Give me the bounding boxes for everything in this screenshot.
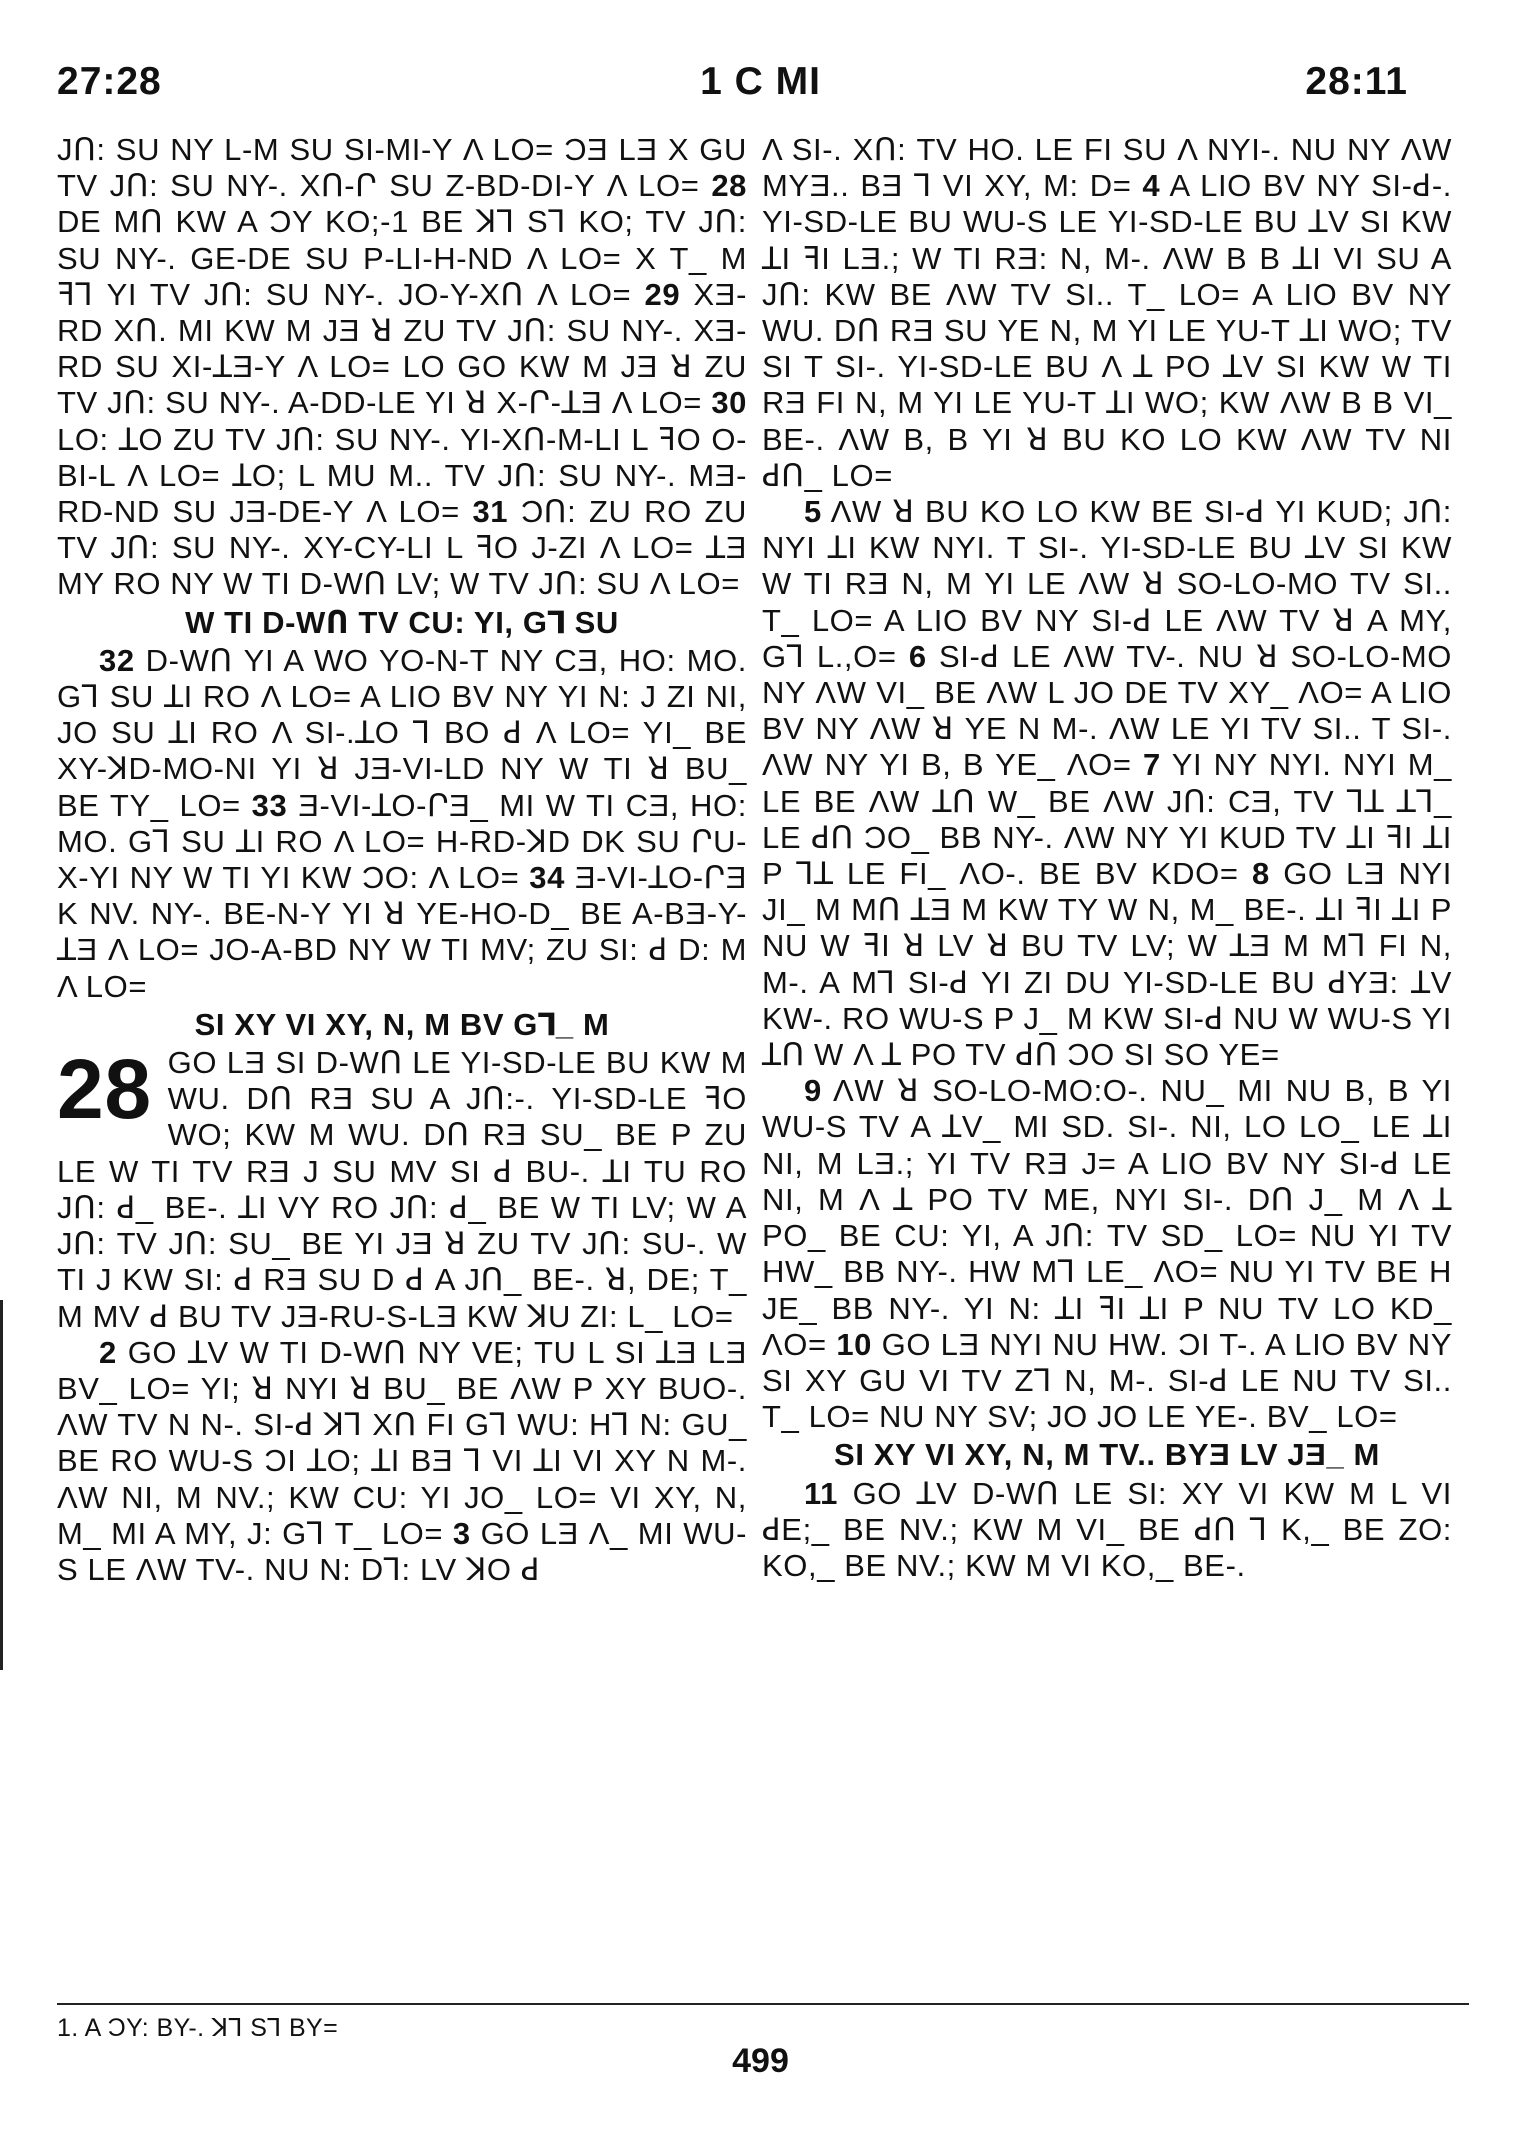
verse-number: 7: [1143, 747, 1161, 783]
left-column: [57, 132, 747, 1588]
verse-number: 11: [804, 1475, 838, 1511]
footnote-divider: [57, 2003, 1469, 2005]
verse-number: 5: [804, 494, 822, 530]
paragraph: [57, 1042, 747, 1335]
verse-text: ΛW ꓤ SO-LO-MO:O-. NU_ MI NU B, B YI WU-S TV A ꓕV_ MI SD. SI-. NI, LO LO_ LE ꓕI NI, M LƎ.; YI TV RƎ J= A LIO BV NY SI-ꓒ LE NI, M Λ ꓕ PO TV ME, NYI SI-. DՈ J_ M Λ ꓕ PO_ BE CU: YI, A JՈ: TV SD_ LO= NU YI TV HW_ BB NY-. HW Mꓶ LE_ ΛO= NU YI TV BE H JE_ BB NY-. YI N: ꓕI ꟻI ꓕI P NU TV LO KD_ ΛO=: [762, 1073, 1452, 1362]
right-column: [762, 132, 1452, 1584]
paragraph: [762, 132, 1452, 494]
verse-number: 33: [251, 787, 288, 823]
verse-text: JՈ: SU NY L-M SU SI-MI-Y Λ LO= ϽƎ LƎ X GU TV JՈ: SU NY-. XՈ-Ր SU Z-BD-DI-Y Λ LO=: [57, 132, 747, 204]
verse-number: 29: [644, 276, 681, 312]
verse-text: LO: ꓕO ZU TV JՈ: SU NY-. YI-XՈ-M-LI L ꟻO O-BI-L Λ LO= ꓕO; L MU M.. TV JՈ: SU NY-. MƎ-RD-ND SU JƎ-DE-Y Λ LO=: [57, 421, 747, 530]
verse-text: GO LƎ NYI NU HW. ϽI T-. A LIO BV NY SI XY GU VI TV Zꓶ N, M-. SI-ꓒ LE NU TV SI.. T_ LO= NU NY SV; JO JO LE YE-. BV_ LO=: [762, 1326, 1453, 1435]
verse-text: Λ SI-. XՈ: TV HO. LE FI SU Λ NYI-. NU NY ΛW MYƎ.. BƎ ꓶ VI XY, M: D=: [762, 132, 1452, 204]
verse-text: ϽՈ: ZU RO ZU TV JՈ: SU NY-. XY-CY-LI L ꟻO J-ZI Λ LO= ꓕƎ MY RO NY W TI D-WՈ LV; W TV JՈ: SU Λ LO=: [57, 494, 748, 602]
verse-number: 31: [472, 494, 509, 530]
verse-number: 3: [452, 1515, 471, 1551]
verse-number: 28: [711, 168, 747, 204]
header-left-reference: 27:28: [57, 60, 162, 103]
paragraph: [57, 132, 747, 603]
verse-text: XƎ-RD XՈ. MI KW M JƎ ꓤ ZU TV JՈ: SU NY-. XƎ-RD SU XI-ꓕƎ-Y Λ LO= LO GO KW M JƎ ꓤ ZU TV JՈ: SU NY-. A-DD-LE YI ꓤ X-Ր-ꓕƎ Λ LO=: [57, 276, 748, 421]
verse-text: GO LƎ SI D-WՈ LE YI-SD-LE BU KW M WU. DՈ RƎ SU A JՈ:-. YI-SD-LE ꟻO WO; KW M WU. DՈ RƎ SU_ BE P ZU LE W TI TV RƎ J SU MV SI ꓒ BU-. ꓕI TU RO JՈ: ꓒ_ BE-. ꓕI VY RO JՈ: ꓒ_ BE W TI LV; W A JՈ: TV JՈ: SU_ BE YI JƎ ꓤ ZU TV JՈ: SU-. W TI J KW SI: ꓒ RƎ SU D ꓒ A JՈ_ BE-. ꓤ, DE; T_ M MV ꓒ BU TV JƎ-RU-S-LƎ KW ꓘU ZI: L_ LO=: [57, 1045, 747, 1334]
margin-bar: [0, 1300, 3, 1670]
section-heading: SI XY VI XY, N, M TV.. BYƎ LV JƎ_ M: [834, 1437, 1380, 1473]
verse-number: 32: [99, 642, 135, 678]
header-book-title: 1 C MI: [700, 60, 821, 103]
footnote: 1. A ϽY: BY-. ꓘꓶ Sꓶ BY=: [57, 2014, 339, 2042]
verse-number: 34: [529, 860, 565, 896]
paragraph: [762, 1476, 1452, 1585]
verse-text: D-WՈ YI A WO YO-N-T NY CƎ, HO: MO. Gꓶ SU ꓕI RO Λ LO= A LIO BV NY YI N: J ZI NI, JO SU ꓕI RO Λ SI-.ꓕO ꓶ BO ꓒ Λ LO= YI_ BE XY-ꓘD-MO-NI YI ꓤ JƎ-VI-LD NY W TI ꓤ BU_ BE TY_ LO=: [57, 642, 747, 823]
verse-number: 4: [1142, 168, 1161, 204]
verse-text: DE MՈ KW A ϽY KO;-1 BE ꓘꓶ Sꓶ KO; TV JՈ: SU NY-. GE-DE SU P-LI-H-ND Λ LO= X T_ M ꟻꓶ YI TV JՈ: SU NY-. JO-Y-XՈ Λ LO=: [57, 204, 747, 312]
header-right-reference: 28:11: [1305, 60, 1408, 103]
paragraph: [762, 494, 1452, 1073]
verse-text: GO ꓕV D-WՈ LE SI: XY VI KW M L VI ꓒE;_ BE NV.; KW M VI_ BE ꓒՈ ꓶ K,_ BE ZO: KO,_ BE NV.; KW M VI KO,_ BE-.: [762, 1475, 1452, 1583]
paragraph: [57, 1335, 747, 1588]
chapter-number: 28: [57, 1042, 152, 1137]
verse-text: Ǝ-VI-ꓕO-ՐƎ_ MI W TI CƎ, HO: MO. Gꓶ SU ꓕI RO Λ LO= H-RD-ꓘD DK SU ՐU-X-YI NY W TI YI KW ϽO: Λ LO=: [57, 787, 747, 896]
section-heading: W TI D-WՈ TV CU: YI, Gꓶ SU: [185, 604, 619, 640]
verse-number: 30: [711, 385, 748, 421]
verse-text: GO LƎ Λ_ MI WU-S LE ΛW TV-. NU N: Dꓶ: LV ꓘO ꓒ: [57, 1515, 748, 1587]
verse-number: 6: [908, 638, 927, 674]
verse-text: Ǝ-VI-ꓕO-ՐƎ K NV. NY-. BE-N-Y YI ꓤ YE-HO-D_ BE A-BƎ-Y-ꓕƎ Λ LO= JO-A-BD NY W TI MV; ZU SI: ꓒ D: M Λ LO=: [57, 860, 747, 1004]
verse-number: 2: [99, 1334, 117, 1370]
verse-number: 8: [1251, 856, 1270, 892]
verse-text: ΛW ꓤ BU KO LO KW BE SI-ꓒ YI KUD; JՈ: NYI ꓕI KW NYI. T SI-. YI-SD-LE BU ꓕV SI KW W TI RƎ N, M YI LE ΛW ꓤ SO-LO-MO TV SI.. T_ LO= A LIO BV NY SI-ꓒ LE ΛW TV ꓤ A MY, Gꓶ L.,O=: [762, 494, 1452, 674]
verse-text: A LIO BV NY SI-ꓒ-. YI-SD-LE BU WU-S LE YI-SD-LE BU ꓕV SI KW ꓕI ꟻI LƎ.; W TI RƎ: N, M-. ΛW B B ꓕI VI SU A JՈ: KW BE ΛW TV SI.. T_ LO= A LIO BV NY WU. DՈ RƎ SU YE N, M YI LE YU-T ꓕI WO; TV SI T SI-. YI-SD-LE BU Λ ꓕ PO ꓕV SI KW W TI RƎ FI N, M YI LE YU-T ꓕI WO; KW ΛW B B VI_ BE-. ΛW B, B YI ꓤ BU KO LO KW ΛW TV NI ꓒՈ_ LO=: [762, 168, 1452, 493]
paragraph: [762, 1073, 1452, 1435]
page-number: 499: [732, 2042, 789, 2080]
section-heading: SI XY VI XY, N, M BV Gꓶ_ M: [194, 1006, 610, 1042]
verse-text: SI-ꓒ LE ΛW TV-. NU ꓤ SO-LO-MO NY ΛW VI_ BE ΛW L JO DE TV XY_ ΛO= A LIO BV NY ΛW ꓤ YE N M-. ΛW LE YI TV SI.. T SI-. ΛW NY YI B, B YE_ ΛO=: [762, 638, 1453, 783]
verse-number: 9: [804, 1073, 822, 1109]
verse-text: GO ꓕV W TI D-WՈ NY VE; TU L SI ꓕƎ LƎ BV_ LO= YI; ꓤ NYI ꓤ BU_ BE ΛW P XY BUO-. ΛW TV N N-. SI-ꓒ ꓘꓶ XՈ FI Gꓶ WU: Hꓶ N: GU_ BE RO WU-S ϽI ꓕO; ꓕI BƎ ꓶ VI ꓕI VI XY N M-. ΛW NI, M NV.; KW CU: YI JO_ LO= VI XY, N, M_ MI A MY, J: Gꓶ T_ LO=: [57, 1334, 747, 1551]
verse-text: YI NY NYI. NYI M_ LE BE ΛW ꓕՈ W_ BE ΛW JՈ: CƎ, TV ꓶꓕ ꓕꓶ_ LE ꓒՈ ϽO_ BB NY-. ΛW NY YI KUD TV ꓕI ꟻI ꓕI P ꓶꓕ LE FI_ ΛO-. BE BV KDO=: [762, 747, 1453, 892]
verse-number: 10: [836, 1326, 873, 1362]
verse-text: GO LƎ NYI JI_ M MՈ ꓕƎ M KW TY W N, M_ BE-. ꓕI ꟻI ꓕI P NU W ꟻI ꓤ LV ꓤ BU TV LV; W ꓕƎ M Mꓶ FI N, M-. A Mꓶ SI-ꓒ YI ZI DU YI-SD-LE BU ꓒYƎ: ꓕV KW-. RO WU-S P J_ M KW SI-ꓒ NU W WU-S YI ꓕՈ W Λ ꓕ PO TV ꓒՈ ϽO SI SO YE=: [762, 856, 1453, 1073]
paragraph: [57, 643, 747, 1005]
